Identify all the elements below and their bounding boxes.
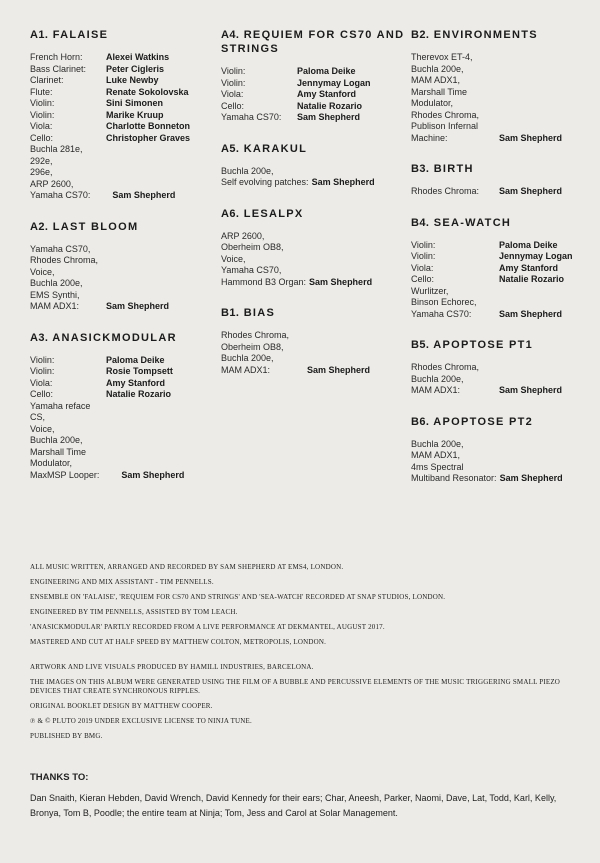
- credit-name: Alexei Watkins: [106, 52, 170, 62]
- track-code: B6.: [411, 415, 430, 428]
- column-right: [411, 28, 599, 503]
- credit-name: Sam Shepherd: [499, 186, 563, 196]
- credit-row: [30, 110, 218, 122]
- credit-row: [30, 447, 218, 459]
- track-name: APOPTOSE PT1: [433, 339, 534, 351]
- track-name: APOPTOSE PT2: [433, 415, 534, 428]
- credit-role: Publison Infernal: [411, 121, 479, 131]
- credit-row: [411, 362, 599, 374]
- credit-role: Rhodes Chroma,: [221, 330, 290, 340]
- credit-row: [411, 133, 599, 145]
- credit-role: MAM ADX1:: [30, 301, 80, 311]
- credit-role: Flute:: [30, 86, 53, 97]
- credit-role: Binson Echorec,: [411, 297, 477, 307]
- credit-name: Sam Shepherd: [499, 385, 563, 395]
- credit-role: 4ms Spectral: [411, 461, 464, 472]
- track-block: [221, 28, 409, 124]
- credit-row: [30, 98, 218, 110]
- track-name: LESALPX: [243, 207, 304, 220]
- credit-role: Yamaha CS70,: [30, 243, 91, 254]
- credit-name: Christopher Graves: [106, 132, 191, 143]
- credit-row: [30, 121, 218, 133]
- credit-row: [221, 89, 409, 101]
- credit-role: Hammond B3 Organ:: [221, 276, 307, 287]
- credit-row: [221, 66, 409, 78]
- credit-role: Yamaha reface CS,: [30, 400, 91, 422]
- credit-row: [30, 167, 218, 179]
- track-title: [221, 142, 409, 156]
- credit-role: Viola:: [30, 377, 53, 388]
- credit-row: [30, 75, 218, 87]
- credit-role: Buchla 281e,: [30, 144, 83, 154]
- track-code: B5.: [411, 339, 430, 351]
- credit-row: [411, 64, 599, 76]
- track-title: [411, 415, 599, 429]
- credit-row: [30, 278, 218, 290]
- track-title: [411, 28, 599, 42]
- credit-row: [411, 240, 599, 252]
- credit-role: Oberheim OB8,: [221, 341, 284, 352]
- credit-role: Buchla 200e,: [221, 353, 274, 363]
- credit-row: [30, 401, 218, 424]
- credit-role: Modulator,: [30, 458, 73, 468]
- track-name: BIRTH: [433, 163, 474, 175]
- credit-role: MAM ADX1:: [221, 364, 271, 375]
- track-title: [221, 207, 409, 221]
- track-block: [221, 142, 409, 189]
- track-block: [411, 415, 599, 485]
- credit-role: ARP 2600,: [30, 178, 74, 189]
- note-line: ENGINEERING AND MIX ASSISTANT - TIM PENNELLS.: [30, 578, 214, 586]
- credit-name: Sam Shepherd: [112, 190, 176, 200]
- credit-role: Violin:: [30, 109, 55, 120]
- credit-role: MAM ADX1,: [411, 450, 461, 460]
- credit-row: [221, 78, 409, 90]
- credit-name: Luke Newby: [106, 75, 159, 85]
- thanks-body: Dan Snaith, Kieran Hebden, David Wrench, David Kennedy for their ears; Char, Aneesh, Parker, Naomi, Dave, Lat, Todd, Karl, Kelly, Bronya, Tom B, Poodle; the entire team at Ninja; Tom, Jess and Carol at Solar Management.: [30, 793, 557, 818]
- credit-row: [411, 274, 599, 286]
- credit-name: Peter Cigleris: [106, 63, 165, 74]
- credit-role: Marshall Time: [411, 86, 468, 97]
- credit-row: [411, 75, 599, 87]
- track-code: A3.: [30, 331, 49, 344]
- credit-name: Jennymay Logan: [297, 77, 371, 88]
- track-name: ANASICKMODULAR: [52, 331, 177, 344]
- liner-notes: [30, 563, 570, 747]
- column-middle: [221, 28, 409, 394]
- credit-role: Violin:: [411, 251, 436, 261]
- credit-name: Sam Shepherd: [121, 469, 185, 480]
- credit-role: Violin:: [221, 77, 246, 88]
- credit-name: Marike Kruup: [106, 109, 164, 120]
- track-block: [411, 338, 599, 397]
- credit-name: Charlotte Bonneton: [106, 121, 190, 131]
- credit-row: [30, 64, 218, 76]
- credit-name: Sam Shepherd: [307, 364, 371, 375]
- note-line: PUBLISHED BY BMG.: [30, 732, 103, 740]
- track-code: B4.: [411, 216, 430, 229]
- credit-row: [411, 121, 599, 133]
- credit-row: [30, 179, 218, 191]
- credit-role: Buchla 200e,: [411, 438, 464, 449]
- credit-role: French Horn:: [30, 52, 83, 62]
- track-block: [411, 28, 599, 144]
- credit-role: 296e,: [30, 167, 53, 177]
- credit-role: Rhodes Chroma,: [30, 255, 99, 265]
- credit-name: Sam Shepherd: [106, 301, 170, 311]
- track-title: [30, 331, 218, 345]
- credit-row: [221, 342, 409, 354]
- track-code: B2.: [411, 29, 430, 41]
- credit-role: Rhodes Chroma,: [411, 362, 480, 372]
- credit-row: [411, 286, 599, 298]
- credit-role: Machine:: [411, 132, 448, 143]
- credit-role: Viola:: [221, 89, 244, 99]
- credit-row: [30, 435, 218, 447]
- credit-name: Paloma Deike: [499, 239, 558, 250]
- credit-role: Voice,: [221, 253, 246, 264]
- credit-row: [411, 462, 599, 474]
- credit-role: MaxMSP Looper:: [30, 469, 100, 480]
- credit-row: [411, 263, 599, 275]
- credit-row: [30, 144, 218, 156]
- credit-role: Violin:: [30, 366, 55, 376]
- credit-row: [30, 255, 218, 267]
- credit-role: Violin:: [221, 66, 246, 76]
- track-title: [411, 338, 599, 352]
- track-name: REQUIEM FOR CS70 AND STRINGS: [221, 29, 405, 55]
- credit-row: [221, 330, 409, 342]
- credit-name: Sam Shepherd: [499, 308, 563, 319]
- credit-role: Buchla 200e,: [411, 373, 464, 384]
- credit-role: Cello:: [411, 274, 435, 284]
- credit-role: Therevox ET-4,: [411, 52, 473, 62]
- credit-role: Bass Clarinet:: [30, 63, 87, 74]
- credit-role: ARP 2600,: [221, 230, 265, 241]
- credit-role: Voice,: [30, 266, 55, 277]
- track-block: [221, 207, 409, 289]
- credit-name: Sam Shepherd: [309, 276, 373, 287]
- credit-row: [30, 355, 218, 367]
- track-block: [30, 331, 218, 482]
- credit-role: Rhodes Chroma:: [411, 186, 480, 196]
- credit-row: [30, 301, 218, 313]
- thanks-section: [30, 772, 575, 821]
- credit-role: Viola:: [30, 121, 53, 131]
- credit-role: Yamaha CS70:: [30, 190, 91, 200]
- track-code: B1.: [221, 307, 240, 319]
- note-line: ENSEMBLE ON 'FALAISE', 'REQUIEM FOR CS70 AND STRINGS' AND 'SEA-WATCH' RECORDED AT SNAP STUDIOS, LONDON.: [30, 593, 446, 601]
- credit-role: Yamaha CS70:: [411, 308, 472, 319]
- note-line: ALL MUSIC WRITTEN, ARRANGED AND RECORDED BY SAM SHEPHERD AT EMS4, LONDON.: [30, 563, 344, 571]
- credit-row: [411, 297, 599, 309]
- credit-row: [30, 267, 218, 279]
- track-name: ENVIRONMENTS: [433, 29, 538, 41]
- credit-role: Violin:: [30, 354, 55, 365]
- credit-name: Sam Shepherd: [297, 112, 361, 122]
- column-left: [30, 28, 218, 499]
- credit-role: Cello:: [221, 100, 245, 111]
- credit-row: [411, 439, 599, 451]
- credit-name: Sini Simonen: [106, 98, 164, 108]
- track-title: [221, 28, 409, 56]
- credit-row: [30, 378, 218, 390]
- credit-name: Amy Stanford: [106, 377, 166, 388]
- track-name: LAST BLOOM: [52, 220, 139, 233]
- thanks-heading: THANKS TO:: [30, 772, 89, 783]
- credit-name: Sam Shepherd: [311, 177, 375, 187]
- credit-row: [221, 277, 409, 289]
- credit-name: Natalie Rozario: [106, 389, 172, 399]
- credit-row: [30, 87, 218, 99]
- credit-role: Marshall Time: [30, 446, 87, 457]
- credit-name: Renate Sokolovska: [106, 86, 189, 97]
- track-code: B3.: [411, 163, 430, 175]
- credit-name: Jennymay Logan: [499, 251, 573, 261]
- credit-row: [221, 101, 409, 113]
- credit-row: [221, 353, 409, 365]
- credit-role: Oberheim OB8,: [221, 242, 284, 252]
- credit-row: [221, 231, 409, 243]
- credit-row: [30, 244, 218, 256]
- credit-row: [411, 374, 599, 386]
- artwork-notes: [30, 663, 570, 741]
- credit-row: [30, 156, 218, 168]
- credit-row: [30, 133, 218, 145]
- credit-role: Yamaha CS70:: [221, 112, 282, 122]
- track-block: [30, 28, 218, 202]
- credit-row: [221, 265, 409, 277]
- production-notes: [30, 563, 570, 647]
- track-name: SEA-WATCH: [433, 216, 512, 229]
- track-block: [221, 306, 409, 376]
- credit-role: 292e,: [30, 155, 53, 166]
- credit-role: Rhodes Chroma,: [411, 109, 480, 120]
- credit-row: [411, 110, 599, 122]
- credit-row: [411, 87, 599, 99]
- note-line: ORIGINAL BOOKLET DESIGN BY MATTHEW COOPER.: [30, 702, 213, 710]
- credit-row: [411, 98, 599, 110]
- track-title: [411, 162, 599, 176]
- track-block: [411, 162, 599, 198]
- credit-row: [30, 424, 218, 436]
- track-name: BIAS: [243, 307, 276, 319]
- track-block: [30, 220, 218, 313]
- credit-role: Modulator,: [411, 98, 454, 108]
- credit-name: Paloma Deike: [106, 354, 165, 365]
- credit-row: [221, 177, 409, 189]
- credit-role: MAM ADX1,: [411, 75, 461, 85]
- credit-row: [221, 365, 409, 377]
- credit-name: Rosie Tompsett: [106, 366, 173, 376]
- credit-row: [411, 251, 599, 263]
- track-title: [30, 28, 218, 42]
- credit-name: Natalie Rozario: [499, 274, 565, 284]
- credit-row: [411, 309, 599, 321]
- track-title: [411, 216, 599, 230]
- credit-row: [221, 112, 409, 124]
- track-block: [411, 216, 599, 321]
- credit-name: Sam Shepherd: [499, 132, 563, 143]
- credit-role: Buchla 200e,: [411, 63, 464, 74]
- credit-row: [411, 450, 599, 462]
- credit-role: Violin:: [411, 239, 436, 250]
- credit-row: [30, 389, 218, 401]
- credit-role: Viola:: [411, 262, 434, 273]
- credit-role: Cello:: [30, 132, 54, 143]
- credit-row: [221, 254, 409, 266]
- track-title: [30, 220, 218, 234]
- credit-role: EMS Synthi,: [30, 289, 80, 300]
- credit-row: [411, 186, 599, 198]
- credit-name: Natalie Rozario: [297, 100, 363, 111]
- credit-role: Clarinet:: [30, 75, 64, 85]
- credit-row: [221, 242, 409, 254]
- track-code: A5.: [221, 142, 240, 155]
- credit-name: Amy Stanford: [499, 262, 559, 273]
- credit-role: Yamaha CS70,: [221, 265, 282, 275]
- credit-role: Violin:: [30, 98, 55, 108]
- track-code: A1.: [30, 29, 49, 41]
- credit-role: Buchla 200e,: [30, 278, 83, 288]
- credit-role: Voice,: [30, 423, 55, 434]
- credit-row: [30, 366, 218, 378]
- credit-role: Multiband Resonator:: [411, 473, 497, 483]
- track-title: [221, 306, 409, 320]
- note-line: ARTWORK AND LIVE VISUALS PRODUCED BY HAMILL INDUSTRIES, BARCELONA.: [30, 663, 314, 671]
- credit-name: Paloma Deike: [297, 66, 356, 76]
- track-name: KARAKUL: [243, 142, 308, 155]
- credit-row: [221, 166, 409, 178]
- credit-row: [30, 290, 218, 302]
- credit-role: Cello:: [30, 389, 54, 399]
- credit-row: [411, 385, 599, 397]
- credit-row: [30, 470, 218, 482]
- credit-row: [411, 473, 599, 485]
- note-line: ℗ & © PLUTO 2019 UNDER EXCLUSIVE LICENSE TO NINJA TUNE.: [30, 717, 252, 725]
- credit-row: [30, 190, 218, 202]
- credit-row: [411, 52, 599, 64]
- credit-role: Self evolving patches:: [221, 177, 309, 187]
- credit-name: Sam Shepherd: [499, 473, 563, 483]
- note-line: THE IMAGES ON THIS ALBUM WERE GENERATED USING THE FILM OF A BUBBLE AND PERCUSSIVE ELEMENTS OF THE MUSIC TRIGGERING SMALL PIEZO DEVICES THAT CREATE SYNCHRONOUS RIPPLES.: [30, 678, 561, 695]
- credit-name: Amy Stanford: [297, 89, 357, 99]
- credit-row: [30, 458, 218, 470]
- credit-role: Buchla 200e,: [30, 435, 83, 445]
- note-line: MASTERED AND CUT AT HALF SPEED BY MATTHEW COLTON, METROPOLIS, LONDON.: [30, 638, 327, 646]
- track-code: A6.: [221, 207, 240, 220]
- credit-row: [30, 52, 218, 64]
- note-line: ENGINEERED BY TIM PENNELLS, ASSISTED BY TOM LEACH.: [30, 608, 238, 616]
- credit-role: MAM ADX1:: [411, 385, 461, 395]
- note-line: 'ANASICKMODULAR' PARTLY RECORDED FROM A LIVE PERFORMANCE AT DEKMANTEL, AUGUST 2017.: [30, 623, 385, 631]
- track-code: A4.: [221, 29, 240, 41]
- credit-role: Buchla 200e,: [221, 165, 274, 176]
- track-code: A2.: [30, 220, 49, 233]
- credit-role: Wurlitzer,: [411, 285, 449, 296]
- track-name: FALAISE: [52, 29, 109, 41]
